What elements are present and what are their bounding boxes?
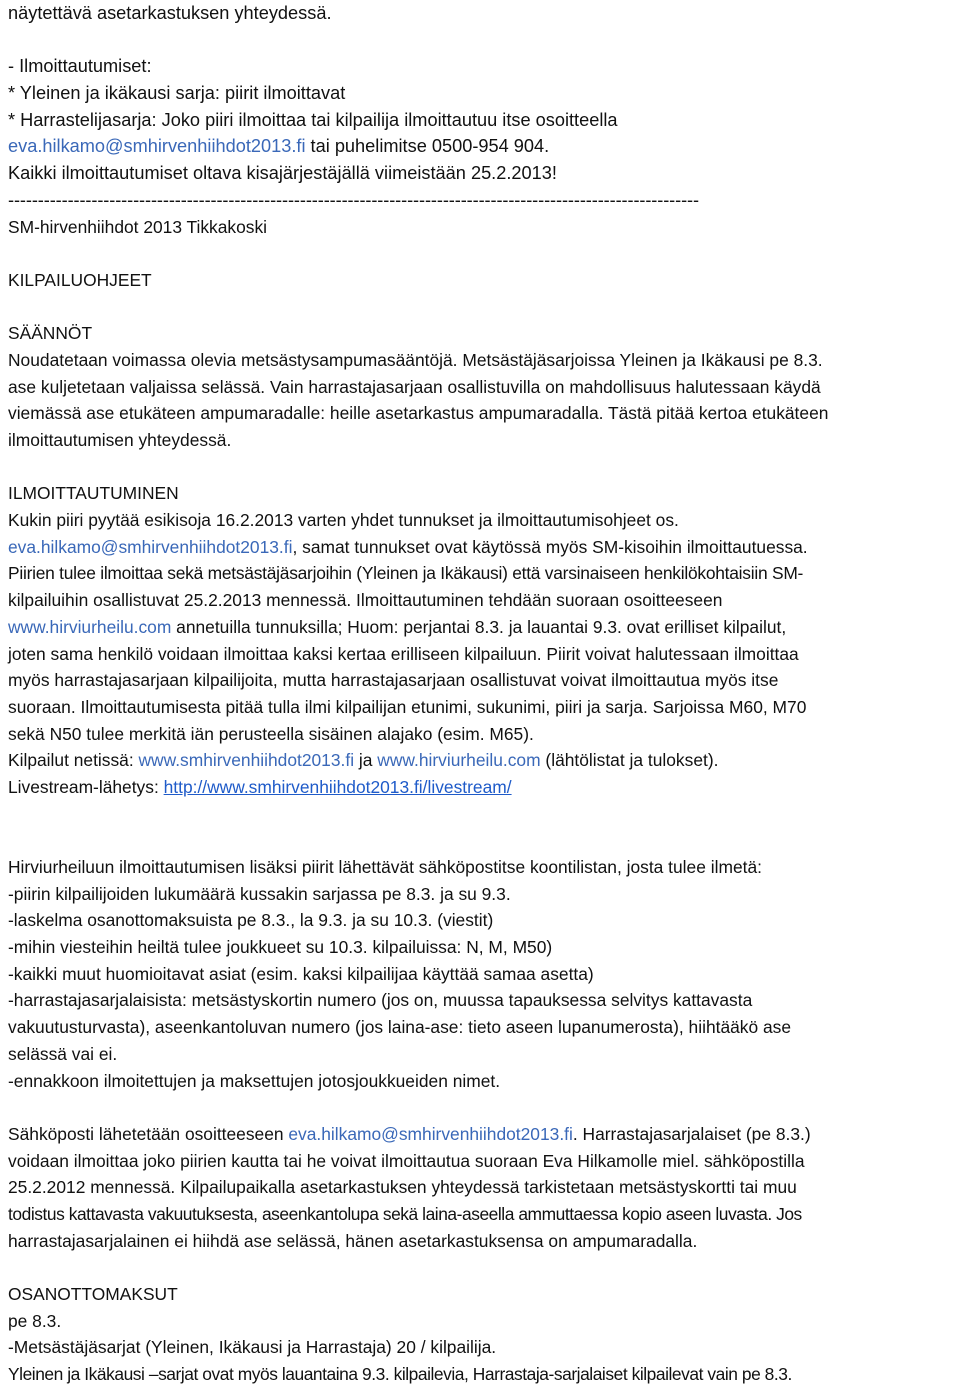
text-line: sekä N50 tulee merkitä iän perusteella sisäinen alajako (esim. M65).	[8, 723, 534, 744]
separator-line: --------------------------------------------------------------------------------------------------------------------	[8, 189, 699, 210]
text-line	[8, 774, 958, 801]
text-line: Kaikki ilmoittautumiset oltava kisajärjestäjällä viimeistään 25.2.2013!	[8, 163, 557, 184]
text-line: kilpailuihin osallistuvat 25.2.2013 mennessä. Ilmoittautuminen tehdään suoraan osoitteeseen	[8, 590, 723, 611]
text-line: selässä vai ei.	[8, 1043, 118, 1064]
blank-line	[8, 454, 958, 481]
list-item: -laskelma osanottomaksuista pe 8.3., la 9.3. ja su 10.3. (viestit)	[8, 910, 494, 931]
hirviurheilu-section	[8, 854, 958, 1094]
text-line	[8, 614, 958, 641]
rules-section	[8, 320, 958, 453]
text-line: -Metsästäjäsarjat (Yleinen, Ikäkausi ja Harrastaja) 20 / kilpailija.	[8, 1337, 497, 1358]
list-item: -piirin kilpailijoiden lukumäärä kussakin sarjassa pe 8.3. ja su 9.3.	[8, 883, 511, 904]
text-line	[8, 747, 958, 774]
email-link[interactable]: eva.hilkamo@smhirvenhiihdot2013.fi	[288, 1123, 573, 1144]
section-heading: ILMOITTAUTUMINEN	[8, 483, 179, 504]
registration-section	[8, 480, 958, 800]
text-line: viemässä ase etukäteen ampumaradalle: heille asetarkastus ampumaradalla. Tästä pitää kertoa etukäteen	[8, 403, 829, 424]
list-item: -harrastajasarjalaisista: metsästyskortin numero (jos on, muussa tapauksessa selvitys kattavasta	[8, 990, 753, 1011]
text-line	[8, 1121, 958, 1148]
list-item: -ennakkoon ilmoitettujen ja maksettujen jotosjoukkueiden nimet.	[8, 1070, 501, 1091]
blank-line	[8, 1254, 958, 1281]
text-line: Noudatetaan voimassa olevia metsästysampumasääntöjä. Metsästäjäsarjoissa Yleinen ja Ikäkausi pe 8.3.	[8, 349, 823, 370]
text-line: 25.2.2012 mennessä. Kilpailupaikalla asetarkastuksen yhteydessä tarkistetaan metsästyskortti tai muu	[8, 1177, 797, 1198]
text-line: myös harrastajasarjaan kilpailijoita, mutta harrastajasarjaan osallistuvat voivat ilmoittautua myös itse	[8, 670, 779, 691]
blank-line	[8, 294, 958, 321]
text-line	[8, 133, 958, 160]
email-link[interactable]: eva.hilkamo@smhirvenhiihdot2013.fi	[8, 136, 306, 157]
text-line: suoraan. Ilmoittautumisesta pitää tulla ilmi kilpailijan etunimi, sukunimi, piiri ja sarja. Sarjoissa M60, M70	[8, 696, 807, 717]
blank-line	[8, 240, 958, 267]
text-span: annetuilla tunnuksilla; Huom: perjantai 8.3. ja lauantai 9.3. ovat erilliset kilpailut,	[171, 616, 787, 637]
text-line: ase kuljetetaan valjaissa selässä. Vain harrastajasarjaan osallistuvilla on mahdollisuus halutessaan käydä	[8, 376, 821, 397]
text-span: ja	[354, 750, 378, 771]
text-line	[8, 534, 958, 561]
text-line: Kukin piiri pyytää esikisoja 16.2.2013 varten yhdet tunnukset ja ilmoittautumisohjeet os.	[8, 510, 679, 531]
text-line: näytettävä asetarkastuksen yhteydessä.	[8, 3, 332, 23]
event-title: SM-hirvenhiihdot 2013 Tikkakoski	[8, 216, 268, 237]
text-line: Hirviurheiluun ilmoittautumisen lisäksi piirit lähettävät sähköpostitse koontilistan, josta tulee ilmetä:	[8, 857, 762, 877]
text-span: tai puhelimitse 0500-954 904.	[305, 136, 550, 157]
list-item: -kaikki muut huomioitavat asiat (esim. kaksi kilpailijaa käyttää samaa asetta)	[8, 963, 594, 984]
text-span: . Harrastajasarjalaiset (pe 8.3.)	[572, 1123, 811, 1144]
text-line: pe 8.3.	[8, 1310, 62, 1331]
text-line: - Ilmoittautumiset:	[8, 56, 152, 77]
fees-section	[8, 1281, 958, 1388]
blank-line	[8, 827, 958, 854]
text-line: harrastajasarjalainen ei hiihdä ase selässä, hänen asetarkastuksensa on ampumaradalla.	[8, 1230, 698, 1251]
text-line: Piirien tulee ilmoittaa sekä metsästäjäsarjoihin (Yleinen ja Ikäkausi) että varsinaiseen henkilökohtaisiin SM-	[8, 563, 804, 584]
text-line: ilmoittautumisen yhteydessä.	[8, 430, 232, 450]
website-link[interactable]: www.hirviurheilu.com	[377, 750, 541, 771]
text-line: joten sama henkilö voidaan ilmoittaa kaksi kertaa erilliseen kilpailuun. Piirit voivat halutessaan ilmoittaa	[8, 643, 799, 664]
email-section	[8, 1121, 958, 1254]
document-page	[8, 0, 958, 1388]
text-line: * Harrastelijasarja: Joko piiri ilmoittaa tai kilpailija ilmoittautuu itse osoitteella	[8, 109, 618, 130]
text-span: Sähköposti lähetetään osoitteeseen	[8, 1123, 289, 1144]
blank-line	[8, 27, 958, 54]
website-link[interactable]: www.smhirvenhiihdot2013.fi	[138, 750, 355, 771]
section-heading: KILPAILUOHJEET	[8, 269, 152, 290]
text-line: vakuutusturvasta), aseenkantoluvan numero (jos laina-ase: tieto aseen lupanumerosta), hiihtääkö ase	[8, 1017, 792, 1038]
section-heading: SÄÄNNÖT	[8, 323, 93, 344]
blank-line	[8, 1094, 958, 1121]
text-span: Kilpailut netissä:	[8, 750, 139, 771]
livestream-link[interactable]: http://www.smhirvenhiihdot2013.fi/livestream/	[163, 776, 512, 797]
email-link[interactable]: eva.hilkamo@smhirvenhiihdot2013.fi	[8, 536, 293, 557]
text-line: * Yleinen ja ikäkausi sarja: piirit ilmoittavat	[8, 83, 346, 104]
website-link[interactable]: www.hirviurheilu.com	[8, 616, 172, 637]
blank-line	[8, 801, 958, 828]
text-span: (lähtölistat ja tulokset).	[540, 750, 719, 771]
announcement-section	[8, 0, 958, 214]
text-line: todistus kattavasta vakuutuksesta, aseenkantolupa sekä laina-aseella ammuttaessa kopio aseen luvasta. Jos	[8, 1203, 802, 1224]
section-heading: OSANOTTOMAKSUT	[8, 1284, 178, 1304]
text-span: , samat tunnukset ovat käytössä myös SM-kisoihin ilmoittautuessa.	[292, 536, 808, 557]
text-span: Livestream-lähetys:	[8, 776, 164, 797]
list-item: -mihin viesteihin heiltä tulee joukkueet su 10.3. kilpailuissa: N, M, M50)	[8, 937, 553, 958]
text-line: Yleinen ja Ikäkausi –sarjat ovat myös lauantaina 9.3. kilpailevia, Harrastaja-sarjalaiset kilpailevat vain pe 8.3.	[8, 1364, 792, 1385]
text-line: voidaan ilmoittaa joko piirien kautta tai he voivat ilmoittautua suoraan Eva Hilkamolle miel. sähköpostilla	[8, 1150, 805, 1171]
